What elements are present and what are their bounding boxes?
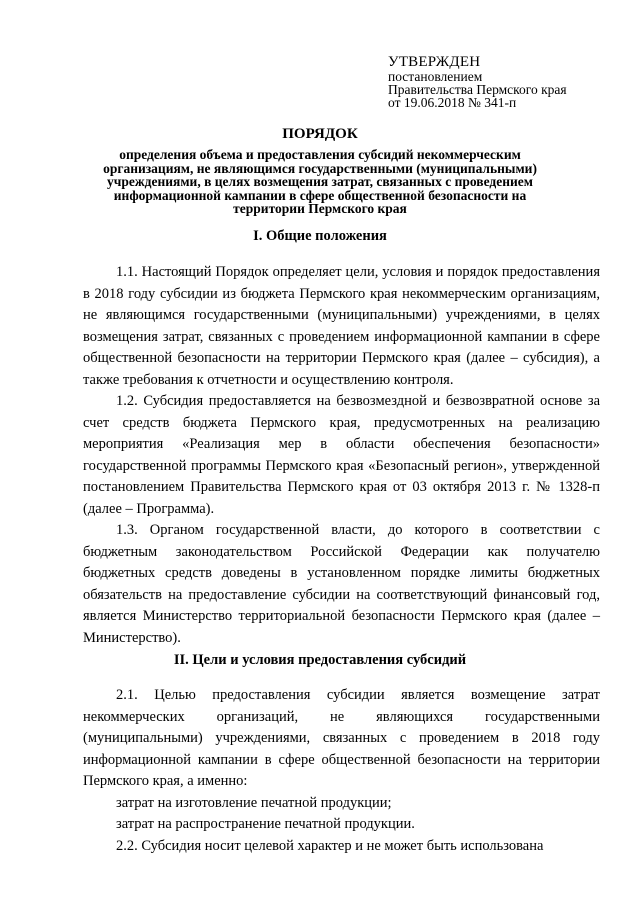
approval-line: от 19.06.2018 № 341-п <box>388 95 517 110</box>
approval-stamp <box>388 54 567 109</box>
section-body <box>83 262 600 649</box>
section-heading: I. Общие положения <box>253 228 387 244</box>
section-body <box>83 685 600 857</box>
paragraph: 1.1. Настоящий Порядок определяет цели, условия и порядок предоставления в 2018 году субсидии из бюджета Пермского края некоммерческим организациям, не являющимся государственными (муниципальными) учреждениями, в целях возмещения затрат, связанных с проведением информационной кампании в сфере общественной безопасности на территории Пермского края (далее – субсидия), а также требования к отчетности и осуществлению контроля. <box>83 264 600 388</box>
paragraph: 1.3. Органом государственной власти, до которого в соответствии с бюджетным законодательством Российской Федерации как получателю бюджетных средств доведены в установленном порядке лимиты бюджетных обязательств на предоставление субсидии на соответствующий финансовый год, является Министерство территориальной безопасности Пермского края (далее – Министерство). <box>83 522 600 646</box>
paragraph: 1.2. Субсидия предоставляется на безвозмездной и безвозвратной основе за счет средств бюджета Пермского края, предусмотренных на реализацию мероприятия «Реализация мер в области обеспечения безопасности» государственной программы Пермского края «Безопасный регион», утвержденной постановлением Правительства Пермского края от 03 октября 2013 г. № 1328-п (далее – Программа). <box>83 393 600 517</box>
approval-line: Правительства Пермского края <box>388 82 567 97</box>
approval-line: постановлением <box>388 69 483 84</box>
section-heading: II. Цели и условия предоставления субсидий <box>173 652 467 668</box>
paragraph: 2.2. Субсидия носит целевой характер и не может быть использована <box>116 837 544 854</box>
paragraph: 2.1. Целью предоставления субсидии является возмещение затрат некоммерческих организаций, не являющихся государственными (муниципальными) учреждениями, связанных с проведением в 2018 году информационной кампании в сфере общественной безопасности на территории Пермского края, а именно: <box>83 687 600 789</box>
document-subtitle: определения объема и предоставления субсидий некоммерческим организациям, не являющимся государственными (муниципальными) учреждениями, в целях возмещения затрат, связанных с проведением информационной кампании в сфере общественной безопасности на территории Пермского края <box>103 147 537 216</box>
approval-heading: УТВЕРЖДЕН <box>388 54 481 70</box>
list-item: затрат на изготовление печатной продукции; <box>116 794 392 811</box>
list-item: затрат на распространение печатной продукции. <box>116 816 415 832</box>
document-title: ПОРЯДОК <box>282 126 358 142</box>
